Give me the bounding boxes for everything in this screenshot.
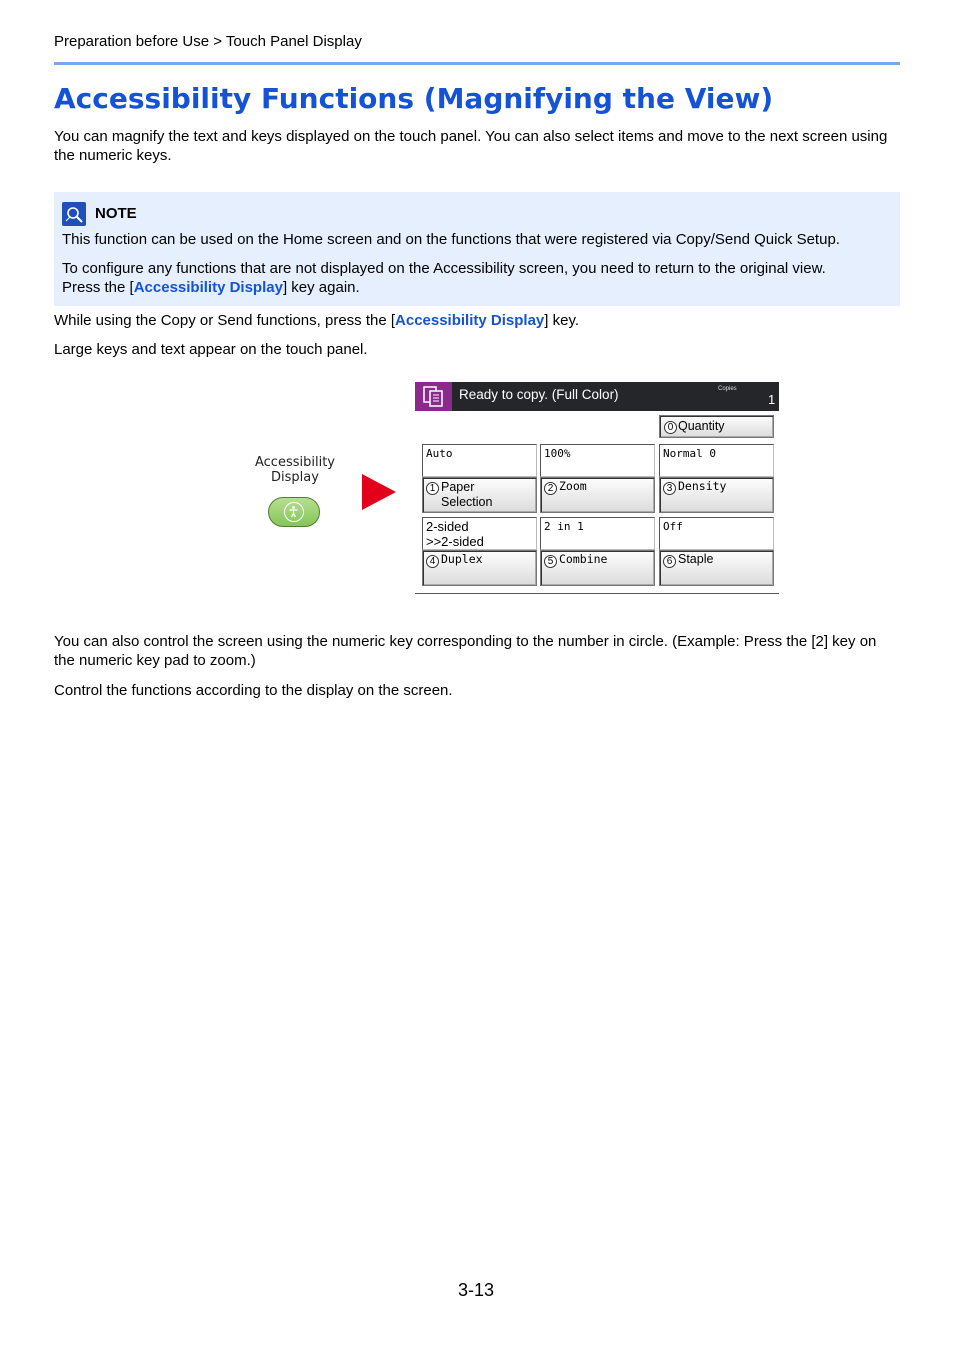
panel-header <box>415 382 779 411</box>
step-result: Large keys and text appear on the touch panel. <box>54 341 368 358</box>
zoom-key[interactable] <box>540 477 655 513</box>
note-text-1: This function can be used on the Home screen and on the functions that were registered via Copy/Send Quick Setup. <box>62 231 840 248</box>
zoom-value: 100% <box>540 444 655 477</box>
density-value: Normal 0 <box>659 444 774 477</box>
panel-status: Ready to copy. (Full Color) <box>459 387 619 402</box>
accessibility-key-label-line2: Display <box>271 470 319 485</box>
combine-value: 2 in 1 <box>540 517 655 550</box>
breadcrumb: Preparation before Use > Touch Panel Display <box>54 33 362 50</box>
density-key-label: Density <box>678 479 727 493</box>
step-key-name: Accessibility Display <box>395 312 545 329</box>
arrow-right-icon <box>362 474 396 510</box>
staple-key[interactable] <box>659 550 774 586</box>
paper-selection-value: Auto <box>422 444 537 477</box>
page-title: Accessibility Functions (Magnifying the View) <box>54 82 774 115</box>
accessibility-icon <box>284 502 304 522</box>
staple-key-label: Staple <box>678 552 714 566</box>
header-rule <box>54 62 900 65</box>
duplex-key-label: Duplex <box>441 552 483 566</box>
step-text <box>54 311 900 330</box>
note-text-2 <box>62 259 896 297</box>
note-text-2-post: ] key again. <box>282 279 360 296</box>
paper-selection-key[interactable] <box>422 477 537 513</box>
accessibility-key-label <box>238 455 352 485</box>
accessibility-display-key[interactable] <box>268 497 320 527</box>
step-pre: While using the Copy or Send functions, press the [ <box>54 312 396 329</box>
accessibility-key-label-line1: Accessibility <box>255 455 335 470</box>
note-box <box>54 192 900 306</box>
note-text-2-line1: To configure any functions that are not displayed on the Accessibility screen, you need to return to the original view. <box>62 260 826 277</box>
key-number: 4 <box>426 555 439 568</box>
body-text-2: Control the functions according to the display on the screen. <box>54 682 453 699</box>
note-text-2-pre: Press the [ <box>62 279 134 296</box>
note-key-name: Accessibility Display <box>133 279 283 296</box>
duplex-value: 2-sided >>2-sided <box>422 517 537 550</box>
key-number: 2 <box>544 482 557 495</box>
key-number: 5 <box>544 555 557 568</box>
paper-selection-key-label: Paper Selection <box>441 480 493 509</box>
density-key[interactable] <box>659 477 774 513</box>
combine-key[interactable] <box>540 550 655 586</box>
combine-key-label: Combine <box>559 552 608 566</box>
touch-panel-screen <box>415 382 779 594</box>
key-number: 3 <box>663 482 676 495</box>
zoom-key-label: Zoom <box>559 479 587 493</box>
copy-icon <box>415 382 452 411</box>
copies-label: Copies <box>718 386 737 392</box>
staple-value: Off <box>659 517 774 550</box>
duplex-key[interactable] <box>422 550 537 586</box>
key-number: 6 <box>663 555 676 568</box>
note-title: NOTE <box>95 205 137 222</box>
key-number: 0 <box>664 421 677 434</box>
note-icon <box>62 202 86 226</box>
quantity-key[interactable] <box>659 415 774 438</box>
key-number: 1 <box>426 482 439 495</box>
intro-text: You can magnify the text and keys displayed on the touch panel. You can also select items and move to the next screen using the numeric keys. <box>54 128 888 164</box>
page-number: 3-13 <box>458 1280 495 1300</box>
copies-value: 1 <box>768 392 776 407</box>
step-post: ] key. <box>544 312 579 329</box>
body-text-1: You can also control the screen using the numeric key corresponding to the number in circle. (Example: Press the [2] key on the numeric key pad to zoom.) <box>54 633 877 669</box>
quantity-key-label: Quantity <box>678 419 725 433</box>
